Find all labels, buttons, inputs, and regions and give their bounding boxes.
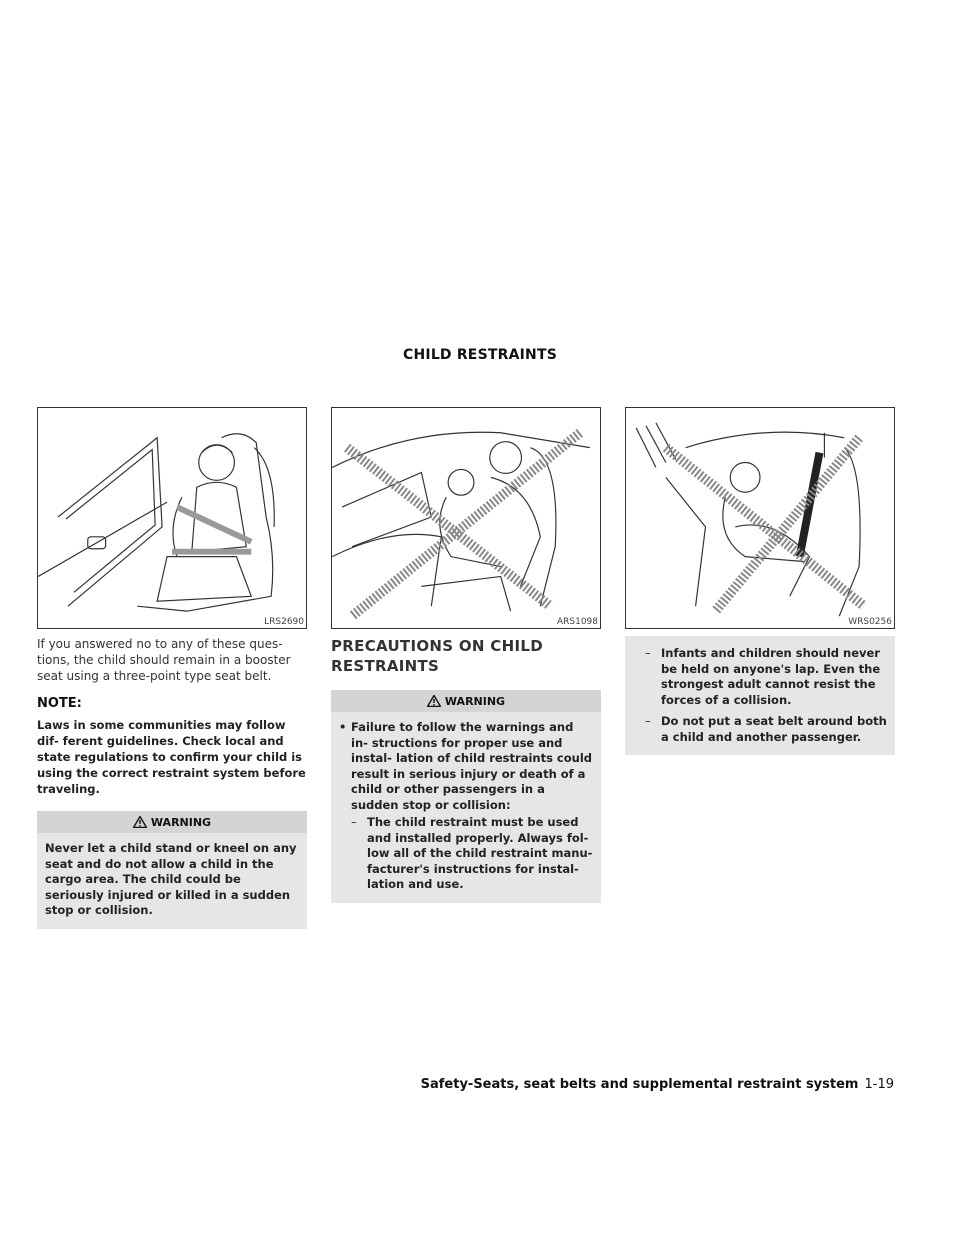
note-text: Laws in some communities may follow dif- ferent guidelines. Check local and state regulations to confirm your child is using the correct restraint system before traveling.	[37, 718, 306, 796]
warning-triangle-icon	[133, 816, 147, 828]
dash-mark: –	[645, 714, 651, 728]
column-2	[331, 636, 601, 903]
sub-item-text: Infants and children should never be held on anyone's lap. Even the strongest adult cannot resist the forces of a collision.	[661, 646, 881, 707]
warning-sub-item	[339, 815, 593, 893]
warning-label: WARNING	[150, 815, 212, 829]
warning-header	[37, 811, 307, 833]
figure-child-on-lap-incorrect	[331, 407, 601, 629]
warning-body-continued	[625, 636, 895, 755]
column-3	[625, 636, 895, 755]
note-label: NOTE:	[37, 696, 82, 711]
precautions-heading: PRECAUTIONS ON CHILD RESTRAINTS	[331, 637, 543, 675]
warning-body	[331, 712, 601, 903]
bullet-text: Failure to follow the warnings and in- structions for proper use and instal- lation of child restraints could result in serious injury or death of a child or other passengers in a sudden stop or collision:	[351, 720, 593, 812]
page-number: 1-19	[864, 1077, 894, 1092]
warning-label: WARNING	[444, 694, 506, 708]
warning-body	[37, 833, 307, 929]
footer-title: Safety-Seats, seat belts and supplemental restraint system	[420, 1077, 859, 1092]
shared-belt-illustration	[626, 408, 894, 628]
figure-code: ARS1098	[556, 617, 598, 627]
figure-code: WRS0256	[848, 617, 892, 627]
column-1	[37, 636, 307, 929]
dash-mark: –	[351, 815, 357, 829]
warning-sub-item	[633, 646, 887, 708]
page-footer	[421, 1077, 894, 1092]
warning-bullet	[339, 720, 593, 813]
warning-sub-item	[633, 714, 887, 745]
dash-mark: –	[645, 646, 651, 660]
figure-shared-belt-incorrect	[625, 407, 895, 629]
section-title: CHILD RESTRAINTS	[403, 347, 557, 363]
figure-code: LRS2690	[264, 617, 304, 627]
warning-triangle-icon	[427, 695, 441, 707]
bullet-mark: •	[339, 720, 347, 734]
figure-child-booster-seat	[37, 407, 307, 629]
intro-paragraph: If you answered no to any of these ques- tions, the child should remain in a booster seat using a three-point type seat belt.	[37, 637, 291, 683]
warning-text: Never let a child stand or kneel on any seat and do not allow a child in the cargo area. The child could be seriously injured or killed in a sudden stop or collision.	[45, 841, 297, 917]
warning-header	[331, 690, 601, 712]
sub-item-text: The child restraint must be used and installed properly. Always fol- low all of the child restraint manu- facturer's instructions for instal- lation and use.	[367, 815, 593, 891]
booster-seat-illustration	[38, 408, 306, 628]
child-on-lap-illustration	[332, 408, 600, 628]
sub-item-text: Do not put a seat belt around both a child and another passenger.	[661, 714, 887, 744]
